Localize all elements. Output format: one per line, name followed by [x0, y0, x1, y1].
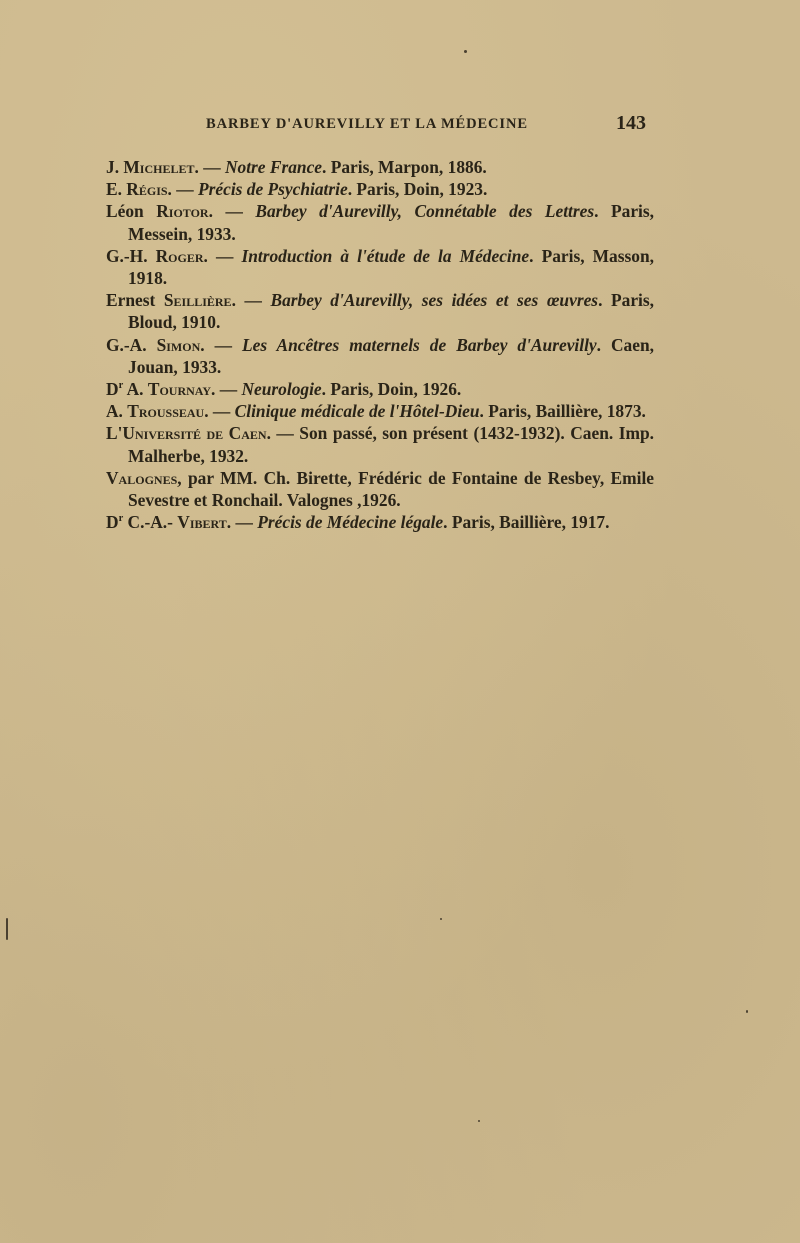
entry-author: Riotor [156, 201, 209, 222]
entry-title: Barbey d'Aurevilly, ses idées et ses œuvres [270, 290, 599, 311]
bibliography-entry: Ernest Seillière. — Barbey d'Aurevilly, ses idées et ses œuvres. Paris, Bloud, 1910. [106, 290, 654, 333]
paper-speck [478, 1120, 480, 1122]
bibliography-entry: L'Université de Caen. — Son passé, son présent (1432-1932). Caen. Imp. Malherbe, 1932. [106, 423, 654, 466]
bibliography-entry: $D^r$ C.-A.- Vibert. — Précis de Médecine légale. Paris, Baillière, 1917. [106, 512, 610, 533]
entry-title: Neurologie [241, 379, 322, 400]
bibliography-entry: J. Michelet. — Notre France. Paris, Marpon, 1886. [106, 157, 487, 177]
entry-title: Introduction à l'étude de la Médecine [241, 245, 530, 266]
running-title: BARBEY D'AUREVILLY ET LA MÉDECINE [206, 116, 528, 132]
bibliography-entry: E. Régis. — Précis de Psychiatrie. Paris, Doin, 1923. [106, 179, 488, 200]
paper-speck [464, 50, 467, 53]
entry-author: Michelet [123, 157, 195, 177]
entry-author: Trousseau [127, 401, 205, 422]
entry-title: Barbey d'Aurevilly, Connétable des Lettres [255, 201, 595, 222]
page-number: 143 [616, 112, 646, 134]
entry-author: Valognes [106, 467, 178, 488]
entry-title: Précis de Psychiatrie [197, 179, 348, 200]
paper-speck [746, 1010, 748, 1013]
entry-title: Notre France [224, 157, 323, 177]
paper-speck [440, 918, 442, 920]
entry-author: Roger [155, 245, 204, 266]
entry-title: Les Ancêtres maternels de Barbey d'Aurevilly [242, 334, 597, 355]
bibliography-entry: A. Trousseau. — Clinique médicale de l'Hôtel-Dieu. Paris, Baillière, 1873. [106, 401, 646, 422]
bibliography-entry: Léon Riotor. — Barbey d'Aurevilly, Connétable des Lettres. Paris, Messein, 1933. [106, 201, 654, 244]
entry-author: L'Université de Caen [106, 423, 267, 444]
entry-title: Clinique médicale de l'Hôtel-Dieu [234, 401, 480, 422]
bibliography-entry: G.-H. Roger. — Introduction à l'étude de la Médecine. Paris, Masson, 1918. [106, 245, 655, 289]
entry-author: Simon [156, 334, 201, 355]
entry-author: Régis [126, 179, 168, 200]
bibliography-list [106, 156, 654, 533]
entry-author: Seillière [163, 290, 232, 311]
running-head [206, 114, 646, 140]
bibliography-entry: $D^r$ A. Tournay. — Neurologie. Paris, Doin, 1926. [106, 379, 462, 400]
paper-speck [6, 918, 8, 940]
entry-author: Tournay [147, 379, 212, 400]
bibliography-entry: G.-A. Simon. — Les Ancêtres maternels de Barbey d'Aurevilly. Caen, Jouan, 1933. [106, 334, 654, 377]
entry-author: Vibert [177, 512, 227, 533]
entry-title: Précis de Médecine légale [257, 512, 444, 533]
bibliography-entry: Valognes, par MM. Ch. Birette, Frédéric de Fontaine de Resbey, Emile Sevestre et Ronchail. Valognes ,1926. [106, 467, 654, 511]
